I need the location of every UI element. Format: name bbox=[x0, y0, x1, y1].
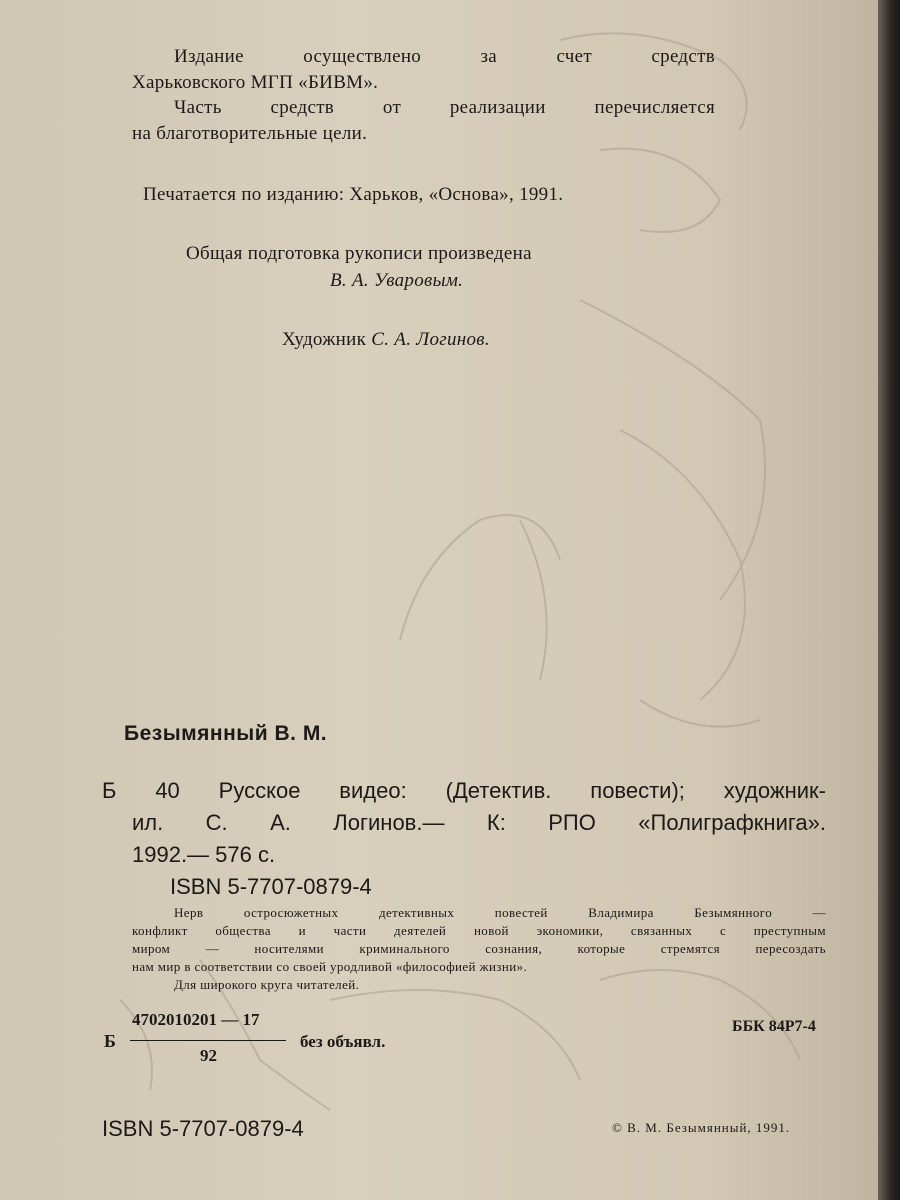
catalog-entry-line-3: 1992.— 576 с. bbox=[132, 842, 276, 867]
charity-line-2: на благотворительные цели. bbox=[132, 123, 368, 144]
manuscript-prep-line-1: Общая подготовка рукописи произведена bbox=[186, 243, 532, 264]
fraction-rule bbox=[130, 1040, 286, 1041]
copyright-notice: © В. М. Безымянный, 1991. bbox=[612, 1120, 791, 1135]
index-letter: Б bbox=[104, 1031, 116, 1051]
manuscript-prep-line-2: В. А. Уваровым. bbox=[330, 270, 464, 291]
funding-line-2: Харьковского МГП «БИВМ». bbox=[132, 72, 379, 93]
no-ad-note: без объявл. bbox=[300, 1032, 386, 1051]
annotation-line-3: миром — носителями криминального сознания, которые стремятся пересоздать bbox=[132, 941, 826, 956]
index-numerator: 4702010201 — 17 bbox=[132, 1010, 260, 1029]
annotation-line-4: нам мир в соответствии со своей уродливой «философией жизни». bbox=[132, 959, 528, 974]
bbk-code: ББК 84Р7-4 bbox=[732, 1018, 816, 1035]
annotation-line-1: Нерв остросюжетных детективных повестей Владимира Безымянного — bbox=[174, 905, 826, 920]
index-denominator: 92 bbox=[200, 1046, 217, 1065]
reprint-source: Печатается по изданию: Харьков, «Основа», 1991. bbox=[143, 184, 564, 205]
artist-name: С. А. Логинов. bbox=[371, 329, 490, 350]
footer-isbn: ISBN 5-7707-0879-4 bbox=[102, 1116, 304, 1141]
artist-credit bbox=[282, 329, 490, 351]
funding-line-1: Издание осуществлено за счет средств bbox=[174, 46, 715, 67]
annotation-line-2: конфликт общества и части деятелей новой экономики, связанных с преступным bbox=[132, 923, 826, 938]
page-edge-shadow bbox=[878, 0, 900, 1200]
catalog-entry-line-1: Б 40 Русское видео: (Детектив. повести); художник- bbox=[102, 778, 826, 803]
catalog-entry-line-2: ил. С. А. Логинов.— К: РПО «Полиграфкнига». bbox=[132, 810, 826, 835]
annotation-line-5: Для широкого круга читателей. bbox=[174, 977, 360, 992]
charity-line-1: Часть средств от реализации перечисляется bbox=[174, 97, 715, 118]
catalog-isbn: ISBN 5-7707-0879-4 bbox=[170, 874, 372, 899]
artist-prefix: Художник bbox=[282, 329, 367, 350]
catalog-author: Безымянный В. М. bbox=[124, 722, 328, 745]
